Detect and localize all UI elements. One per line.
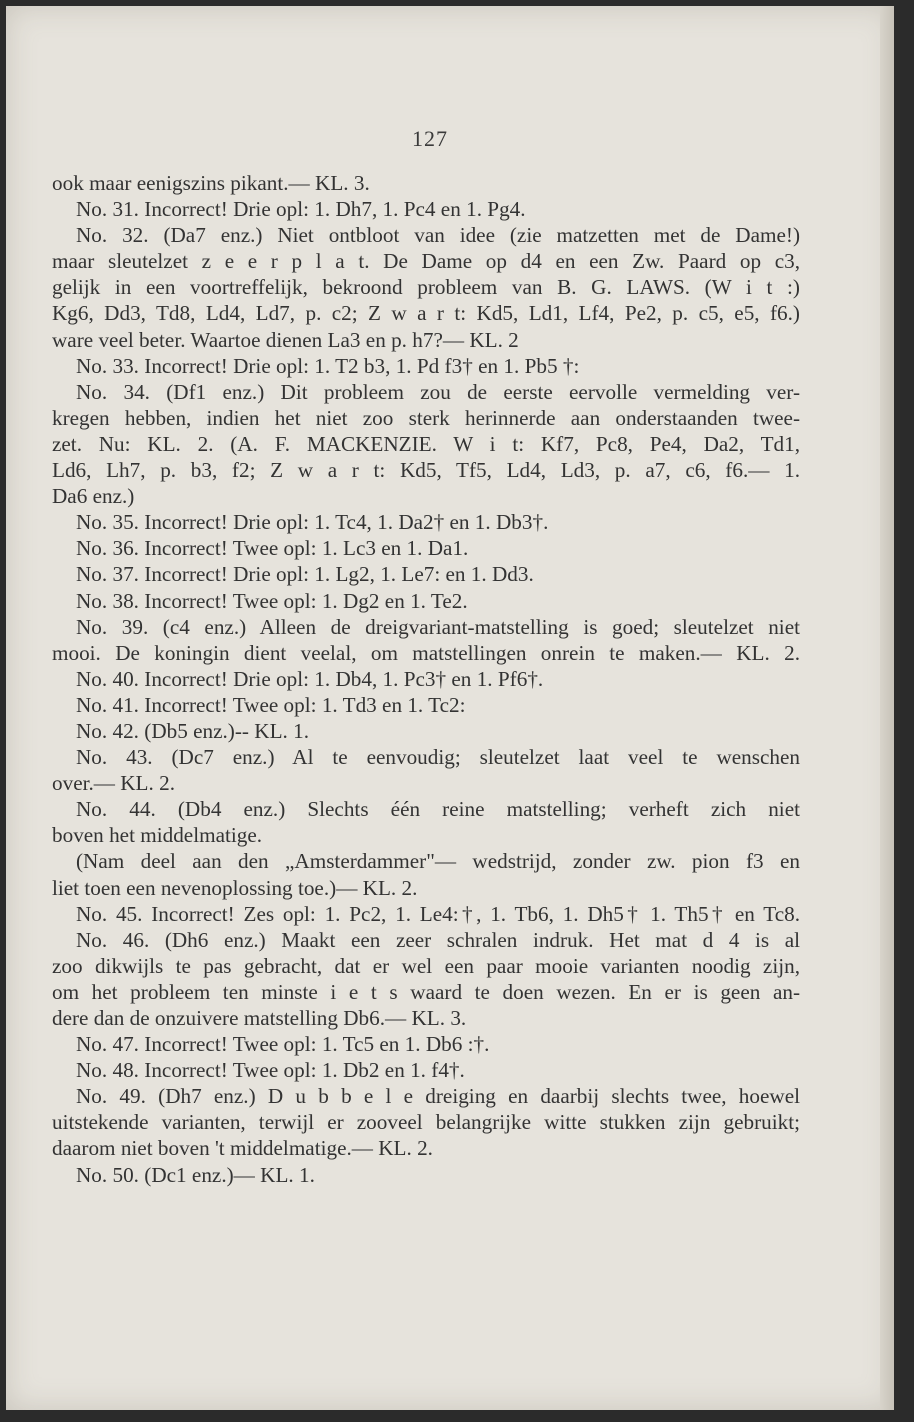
text-line: (Nam deel aan den „Amsterdammer"— wedstrijd, zonder zw. pion f3 en — [76, 849, 800, 874]
text-line: Kg6, Dd3, Td8, Ld4, Ld7, p. c2; Z w a r t: Kd5, Ld1, Lf4, Pe2, p. c5, e5, f6.) — [52, 301, 800, 326]
text-line: No. 35. Incorrect! Drie opl: 1. Tc4, 1. Da2† en 1. Db3†. — [76, 510, 549, 535]
text-line: boven het middelmatige. — [52, 823, 263, 848]
body-text — [52, 170, 800, 1188]
text-line: gelijk in een voortreffelijk, bekroond probleem van B. G. LAWS. (W i t :) — [52, 275, 800, 300]
text-line: maar sleutelzet z e e r p l a t. De Dame op d4 en een Zw. Paard op c3, — [52, 249, 800, 274]
book-page — [6, 6, 894, 1410]
text-line: No. 34. (Df1 enz.) Dit probleem zou de eerste eervolle vermelding ver- — [76, 379, 800, 404]
text-line: dere dan de onzuivere matstelling Db6.— KL. 3. — [52, 1006, 467, 1030]
text-line: No. 44. (Db4 enz.) Slechts één reine matstelling; verheft zich niet — [76, 797, 800, 822]
text-line: No. 46. (Dh6 enz.) Maakt een zeer schralen indruk. Het mat d 4 is al — [76, 927, 800, 952]
text-line: No. 41. Incorrect! Twee opl: 1. Td3 en 1. Tc2: — [76, 692, 466, 717]
text-line: No. 33. Incorrect! Drie opl: 1. T2 b3, 1. Pd f3† en 1. Pb5 †: — [76, 353, 580, 378]
text-line: ook maar eenigszins pikant.— KL. 3. — [52, 171, 370, 195]
text-line: No. 36. Incorrect! Twee opl: 1. Lc3 en 1. Da1. — [76, 536, 469, 561]
text-line: No. 43. (Dc7 enz.) Al te eenvoudig; sleutelzet laat veel te wenschen — [76, 745, 800, 770]
text-line: daarom niet boven 't middelmatige.— KL. 2. — [52, 1136, 433, 1161]
text-line: om het probleem ten minste i e t s waard te doen wezen. En er is geen an- — [52, 979, 800, 1004]
text-line: zoo dikwijls te pas gebracht, dat er wel een paar mooie varianten noodig zijn, — [52, 953, 800, 978]
text-line: over.— KL. 2. — [52, 771, 175, 796]
page-edge — [880, 6, 894, 1410]
text-line: uitstekende varianten, terwijl er zooveel belangrijke witte stukken zijn gebruikt; — [52, 1110, 800, 1135]
text-line: No. 49. (Dh7 enz.) D u b b e l e dreiging en daarbij slechts twee, hoewel — [76, 1084, 800, 1109]
text-line: No. 45. Incorrect! Zes opl: 1. Pc2, 1. Le4:†, 1. Tb6, 1. Dh5† 1. Th5† en Tc8. — [76, 901, 800, 926]
text-line: mooi. De koningin dient veelal, om matstellingen onrein te maken.— KL. 2. — [52, 640, 800, 665]
text-line: liet toen een nevenoplossing toe.)— KL. 2. — [52, 875, 418, 900]
text-line: No. 50. (Dc1 enz.)— KL. 1. — [76, 1162, 315, 1187]
text-line: No. 42. (Db5 enz.)-- KL. 1. — [76, 718, 310, 743]
text-line: No. 32. (Da7 enz.) Niet ontbloot van idee (zie matzetten met de Dame!) — [76, 223, 800, 248]
text-line: No. 31. Incorrect! Drie opl: 1. Dh7, 1. Pc4 en 1. Pg4. — [76, 197, 526, 222]
text-line: No. 40. Incorrect! Drie opl: 1. Db4, 1. Pc3† en 1. Pf6†. — [76, 666, 544, 691]
text-line: No. 37. Incorrect! Drie opl: 1. Lg2, 1. Le7: en 1. Dd3. — [76, 562, 534, 587]
text-line: Da6 enz.) — [52, 484, 135, 509]
text-line: kregen hebben, indien het niet zoo sterk herinnerde aan onderstaanden twee- — [52, 405, 800, 430]
text-line: zet. Nu: KL. 2. (A. F. MACKENZIE. W i t: Kf7, Pc8, Pe4, Da2, Td1, — [52, 431, 800, 456]
text-line: ware veel beter. Waartoe dienen La3 en p. h7?— KL. 2 — [52, 327, 519, 352]
text-line: No. 38. Incorrect! Twee opl: 1. Dg2 en 1. Te2. — [76, 588, 468, 613]
page-number: 127 — [412, 126, 448, 151]
text-line: No. 47. Incorrect! Twee opl: 1. Tc5 en 1. Db6 :†. — [76, 1032, 490, 1057]
text-line: No. 39. (c4 enz.) Alleen de dreigvariant-matstelling is goed; sleutelzet niet — [76, 614, 800, 639]
text-line: No. 48. Incorrect! Twee opl: 1. Db2 en 1. f4†. — [76, 1058, 465, 1083]
text-line: Ld6, Lh7, p. b3, f2; Z w a r t: Kd5, Tf5, Ld4, Ld3, p. a7, c6, f6.— 1. — [52, 458, 800, 483]
